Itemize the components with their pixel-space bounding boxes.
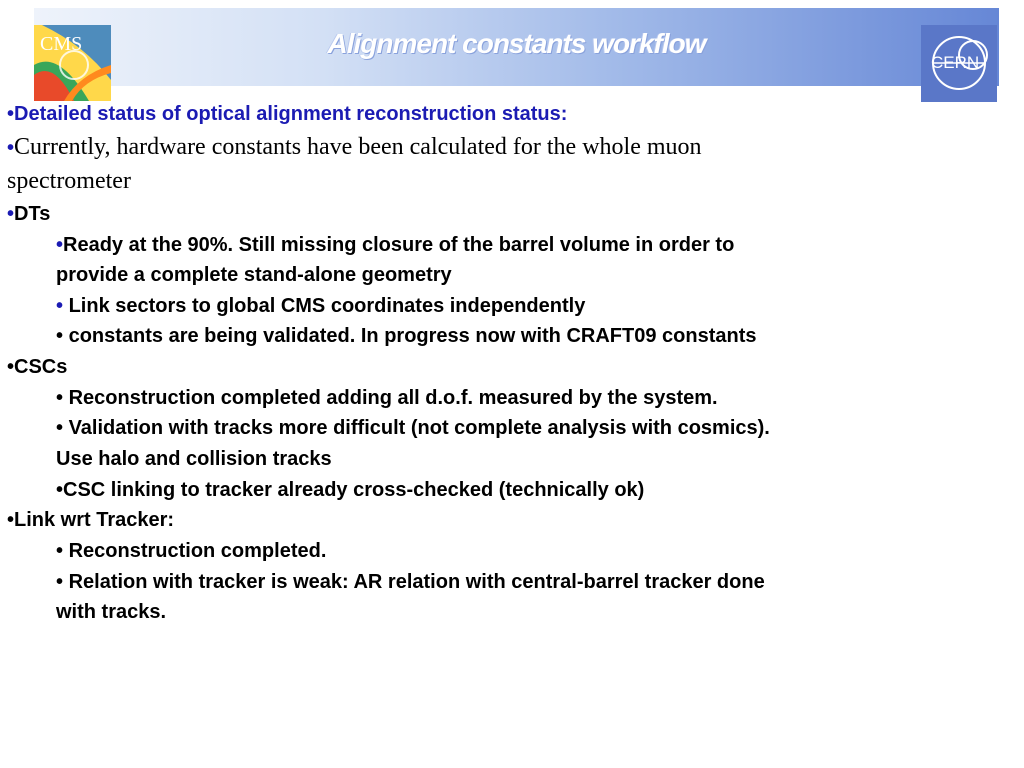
bullet-marker: • — [56, 295, 64, 317]
hardware-constants-text-cont: spectrometer — [7, 168, 131, 194]
dts-item-link-sectors-text: Link sectors to global CMS coordinates independently — [63, 295, 586, 317]
cscs-item-validation-text: Validation with tracks more difficult (not complete analysis with cosmics). — [63, 417, 770, 439]
bullet-hardware-constants — [7, 133, 702, 162]
link-item-relation — [56, 568, 765, 596]
link-item-relation-text: Relation with tracker is weak: AR relation with central-barrel tracker done — [63, 571, 765, 593]
link-tracker-heading: Link wrt Tracker: — [14, 509, 175, 531]
section-cscs — [7, 353, 67, 381]
hardware-constants-text: Currently, hardware constants have been calculated for the whole muon — [14, 134, 702, 160]
cscs-item-reconstruction — [56, 384, 718, 412]
link-item-reconstruction — [56, 537, 326, 565]
dts-heading: DTs — [14, 203, 51, 225]
bullet-marker: • — [56, 540, 64, 562]
cms-logo — [34, 25, 111, 101]
slide-header — [34, 8, 999, 86]
link-item-relation-text-cont: with tracks. — [56, 601, 167, 623]
link-item-relation-cont — [56, 598, 166, 626]
cscs-item-linking-text: CSC linking to tracker already cross-checked (technically ok) — [63, 479, 645, 501]
cern-logo-text: CERN — [931, 53, 980, 72]
dts-item-validated — [56, 322, 756, 350]
bullet-hardware-constants-cont — [7, 167, 131, 196]
slide-title: Alignment constants workflow — [327, 28, 706, 59]
dts-item-ready-text-cont: provide a complete stand-alone geometry — [56, 264, 452, 286]
dts-item-ready — [56, 231, 734, 259]
cscs-heading: CSCs — [14, 356, 68, 378]
dts-item-ready-cont — [56, 261, 452, 289]
bullet-detailed-status — [7, 100, 567, 128]
cern-logo — [921, 25, 997, 102]
bullet-marker: • — [7, 137, 15, 159]
link-item-reconstruction-text: Reconstruction completed. — [63, 540, 327, 562]
bullet-marker: • — [7, 509, 15, 531]
bullet-marker: • — [56, 417, 64, 439]
bullet-marker: • — [56, 571, 64, 593]
dts-item-validated-text: constants are being validated. In progress now with CRAFT09 constants — [63, 325, 757, 347]
cscs-item-validation-cont — [56, 445, 332, 473]
section-dts — [7, 200, 50, 228]
cscs-item-linking — [56, 476, 644, 504]
cms-logo-text: CMS — [40, 33, 83, 55]
bullet-marker: • — [56, 234, 64, 256]
cscs-item-validation-text-cont: Use halo and collision tracks — [56, 448, 332, 470]
bullet-marker: • — [7, 356, 15, 378]
cscs-item-reconstruction-text: Reconstruction completed adding all d.o.f. measured by the system. — [63, 387, 718, 409]
bullet-marker: • — [7, 203, 15, 225]
bullet-marker: • — [56, 325, 64, 347]
bullet-marker: • — [56, 479, 64, 501]
cscs-item-validation — [56, 414, 770, 442]
dts-item-link-sectors — [56, 292, 585, 320]
dts-item-ready-text: Ready at the 90%. Still missing closure of the barrel volume in order to — [63, 234, 735, 256]
section-link-tracker — [7, 506, 174, 534]
bullet-marker: • — [7, 103, 15, 125]
bullet-marker: • — [56, 387, 64, 409]
detailed-status-text: Detailed status of optical alignment reconstruction status: — [14, 103, 568, 125]
